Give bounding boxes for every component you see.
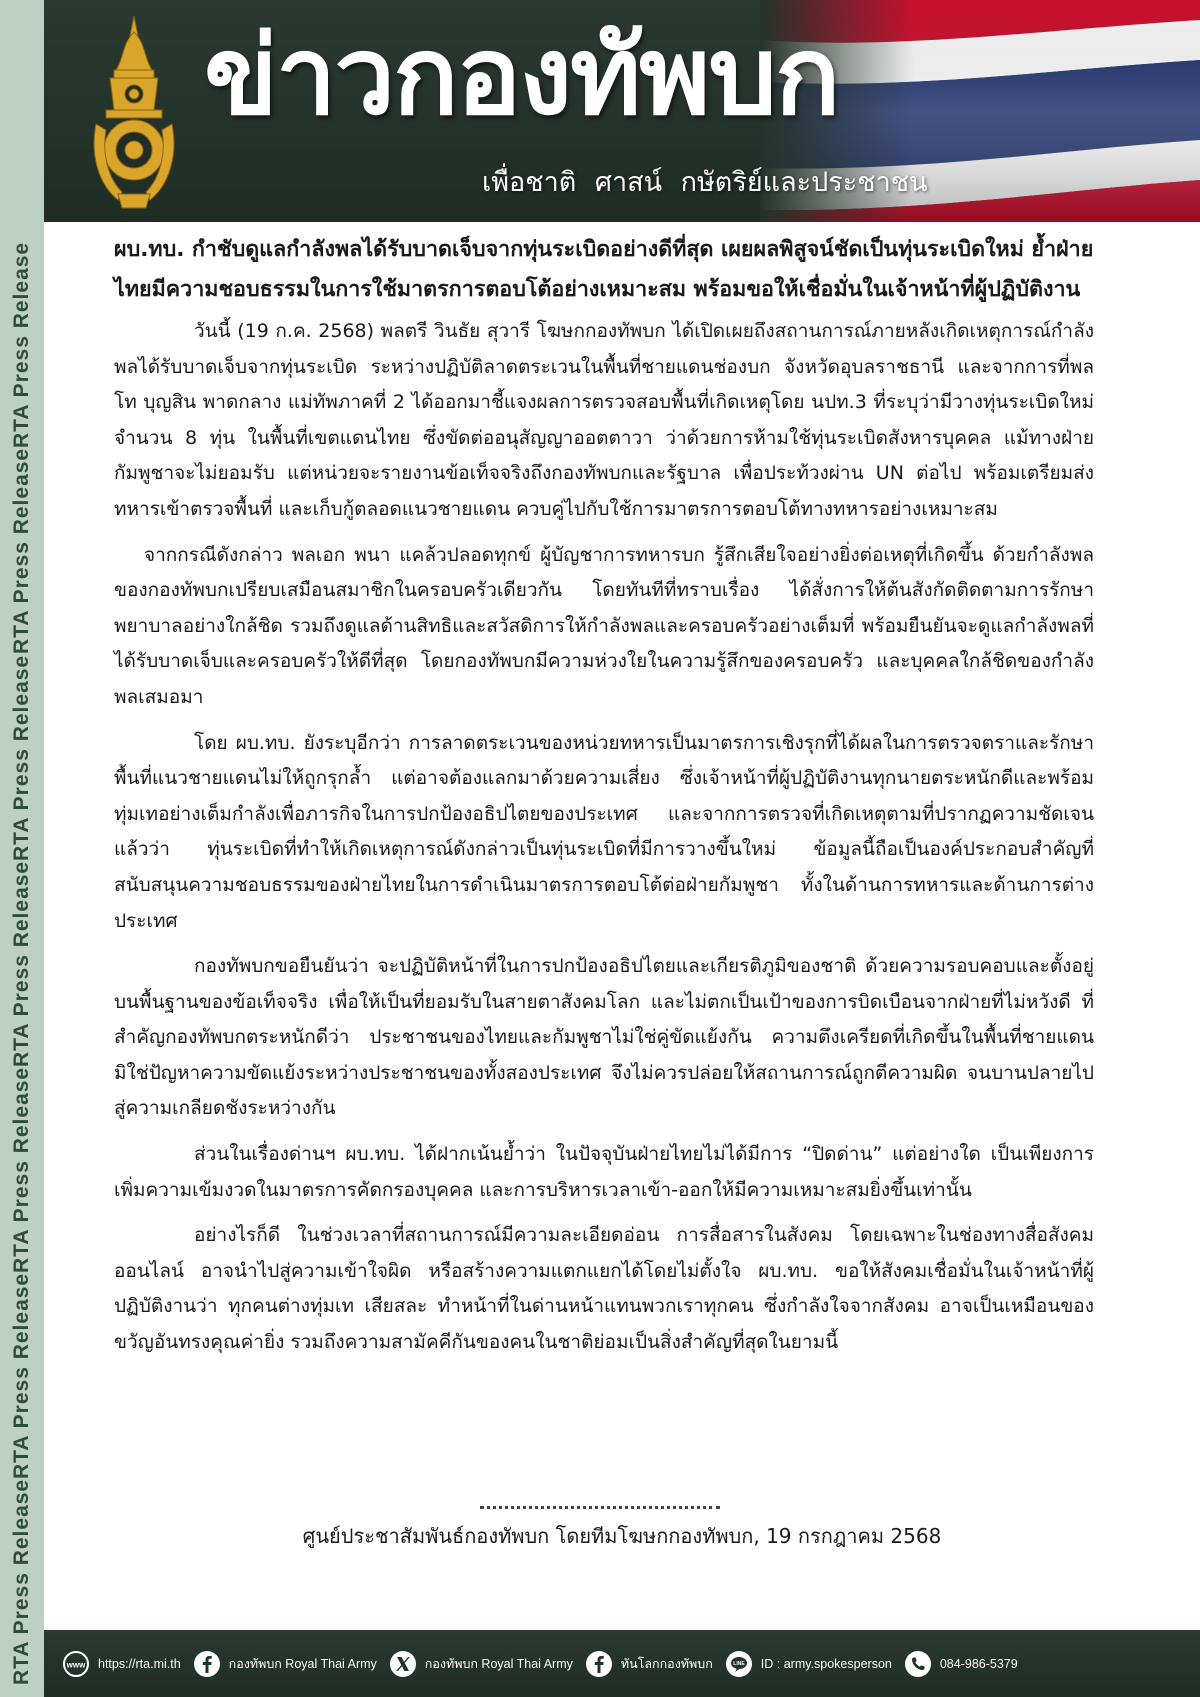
side-banner-label: RTA Press Release — [10, 1272, 33, 1479]
side-banner-label: RTA Press Release — [10, 860, 33, 1067]
side-banner-label: RTA Press Release — [10, 1066, 33, 1273]
page-title: ข่าวกองทัพบก — [204, 14, 839, 139]
article-paragraph: กองทัพบกขอยืนยันว่า จะปฏิบัติหน้าที่ในการปกป้องอธิปไตยและเกียรติภูมิของชาติ ด้วยความรอบคอบและตั้งอยู่บนพื้นฐานของข้อเท็จจริง เพื่อให้เป็นที่ยอมรับในสายตาสังคมโลก และไม่ตกเป็นเป้าของการบิดเบือนจากฝ่ายที่ไม่หวังดี ที่สำคัญกองทัพบกตระหนักดีว่า ประชาชนของไทยและกัมพูชาไม่ใช่คู่ขัดแย้งกัน ความตึงเครียดที่เกิดขึ้นในพื้นที่ชายแดน มิใช่ปัญหาความขัดแย้งระหว่างประชาชนของทั้งสองประเทศ จึงไม่ควรปล่อยให้สถานการณ์ถูกตีความผิด จนบานปลายไปสู่ความเกลียดชังระหว่างกัน — [114, 955, 1094, 1120]
article-paragraph: ส่วนในเรื่องด่านฯ ผบ.ทบ. ได้ฝากเน้นย้ำว่า ในปัจจุบันฝ่ายไทยไม่ได้มีการ “ปิดด่าน” แต่อย่างใด เป็นเพียงการเพิ่มความเข้มงวดในมาตรการคัดกรองบุคคล และการบริหารเวลาเข้า-ออกให้มีความเหมาะสมยิ่งขึ้นเท่านั้น — [114, 1143, 1094, 1201]
side-banner-label: RTA Press Release — [10, 654, 33, 861]
side-banner-label: RTA Press Release — [10, 242, 33, 449]
globe-www-icon — [62, 1650, 90, 1678]
footer-facebook-2-label: ทันโลกกองทัพบก — [620, 1656, 713, 1671]
side-banner-label: RTA Press Release — [10, 1478, 33, 1685]
svg-text:www: www — [66, 1660, 86, 1669]
article-paragraph: จากกรณีดังกล่าว พลเอก พนา แคล้วปลอดทุกข์ ผู้บัญชาการทหารบก รู้สึกเสียใจอย่างยิ่งต่อเหตุที่เกิดขึ้น ด้วยกำลังพลของกองทัพบกเปรียบเสมือนสมาชิกในครอบครัวเดียวกัน โดยทันทีที่ทราบเรื่อง ได้สั่งการให้ต้นสังกัดติดตามการรักษาพยาบาลอย่างใกล้ชิด รวมถึงดูแลด้านสิทธิและสวัสดิการให้กำลังพลและครอบครัวอย่างเต็มที่ พร้อมยืนยันจะดูแลกำลังพลที่ได้รับบาดเจ็บและครอบครัวให้ดีที่สุด โดยกองทัพบกมีความห่วงใยในความรู้สึกของครอบครัว และบุคคลใกล้ชิดของกำลังพลเสมอมา — [114, 543, 1094, 708]
signature-divider — [480, 1506, 720, 1509]
footer-x-label: กองทัพบก Royal Thai Army — [424, 1656, 573, 1671]
side-banner-text — [0, 0, 44, 1697]
article-paragraph: วันนี้ (19 ก.ค. 2568) พลตรี วินธัย สุวารี โฆษกกองทัพบก ได้เปิดเผยถึงสถานการณ์ภายหลังเกิดเหตุการณ์กำลังพลได้รับบาดเจ็บจากทุ่นระเบิด ระหว่างปฏิบัติลาดตระเวนในพื้นที่ชายแดนช่องบก จังหวัดอุบลราชธานี และจากการที่พลโท บุญสิน พาดกลาง แม่ทัพภาคที่ 2 ได้ออกมาชี้แจงผลการตรวจสอบพื้นที่เกิดเหตุโดย นปท.3 ที่ระบุว่ามีวางทุ่นระเบิดใหม่ จำนวน 8 ทุ่น ในพื้นที่เขตแดนไทย ซึ่งขัดต่ออนุสัญญาออตตาวา ว่าด้วยการห้ามใช้ทุ่นระเบิดสังหารบุคคล แม้ทางฝ่ายกัมพูชาจะไม่ยอมรับ แต่หน่วยจะรายงานข้อเท็จจริงถึงกองทัพบกและรัฐบาล เพื่อประท้วงผ่าน UN ต่อไป พร้อมเตรียมส่งทหารเข้าตรวจพื้นที่ และเก็บกู้ตลอดแนวชายแดน ควบคู่ไปกับใช้การมาตรการตอบโต้ทางทหารอย่างเหมาะสม — [114, 320, 1094, 520]
footer-bar — [44, 1630, 1200, 1697]
article-paragraph: อย่างไรก็ดี ในช่วงเวลาที่สถานการณ์มีความละเอียดอ่อน การสื่อสารในสังคม โดยเฉพาะในช่องทางสื่อสังคมออนไลน์ อาจนำไปสู่ความเข้าใจผิด หรือสร้างความแตกแยกได้โดยไม่ตั้งใจ ผบ.ทบ. ขอให้สังคมเชื่อมั่นในเจ้าหน้าที่ผู้ปฏิบัติงานว่า ทุกคนต่างทุ่มเท เสียสละ ทำหน้าที่ในด่านหน้าแทนพวกเราทุกคน ซึ่งกำลังใจจากสังคม อาจเป็นเหมือนของขวัญอันทรงคุณค่ายิ่ง รวมถึงความสามัคคีกันของคนในชาติย่อมเป็นสิ่งสำคัญที่สุดในยามนี้ — [114, 1224, 1094, 1354]
footer-phone-label: 084-986-5379 — [939, 1656, 1018, 1671]
footer-x[interactable] — [389, 1650, 573, 1678]
side-banner — [0, 0, 44, 1697]
x-twitter-icon — [389, 1650, 417, 1678]
article-paragraph: โดย ผบ.ทบ. ยังระบุอีกว่า การลาดตระเวนของหน่วยทหารเป็นมาตรการเชิงรุกที่ได้ผลในการตรวจตราและรักษาพื้นที่แนวชายแดนไม่ให้ถูกรุกล้ำ แต่อาจต้องแลกมาด้วยความเสี่ยง ซึ่งเจ้าหน้าที่ผู้ปฏิบัติงานทุกนายตระหนักดีและพร้อมทุ่มเทอย่างเต็มกำลังเพื่อภารกิจในการปกป้องอธิปไตยของประเทศ และจากการตรวจที่เกิดเหตุตามที่ปรากฏความชัดเจนแล้วว่า ทุ่นระเบิดที่ทำให้เกิดเหตุการณ์ดังกล่าวเป็นทุ่นระเบิดที่มีการวางขึ้นใหม่ ข้อมูลนี้ถือเป็นองค์ประกอบสำคัญที่สนับสนุนความชอบธรรมของฝ่ายไทยในการดำเนินมาตรการตอบโต้ต่อฝ่ายกัมพูชา ทั้งในด้านการทหารและด้านการต่างประเทศ — [114, 731, 1094, 932]
footer-facebook[interactable] — [193, 1650, 377, 1678]
footer-website[interactable] — [62, 1650, 181, 1678]
footer-facebook-2[interactable] — [585, 1650, 713, 1678]
footer-facebook-label: กองทัพบก Royal Thai Army — [228, 1656, 377, 1671]
header-motto: เพื่อชาติ ศาสน์ กษัตริย์และประชาชน — [482, 167, 928, 198]
footer-website-label: https://rta.mi.th — [98, 1656, 181, 1671]
phone-icon — [904, 1650, 932, 1678]
svg-text:LINE: LINE — [733, 1660, 745, 1667]
footer-line-label: ID : army.spokesperson — [760, 1656, 892, 1671]
facebook-icon — [585, 1650, 613, 1678]
footer-phone[interactable] — [904, 1650, 1018, 1678]
footer-line[interactable] — [725, 1650, 892, 1678]
royal-thai-army-emblem-icon — [88, 14, 180, 210]
line-app-icon — [725, 1650, 753, 1678]
article-signature: ศูนย์ประชาสัมพันธ์กองทัพบก โดยทีมโฆษกกองทัพบก, 19 กรกฎาคม 2568 — [302, 1524, 942, 1548]
article-headline: ผบ.ทบ. กำชับดูแลกำลังพลได้รับบาดเจ็บจากทุ่นระเบิดอย่างดีที่สุด เผยผลพิสูจน์ชัดเป็นทุ่นระเบิดใหม่ ย้ำฝ่ายไทยมีความชอบธรรมในการใช้มาตรการตอบโต้อย่างเหมาะสม พร้อมขอให้เชื่อมั่นในเจ้าหน้าที่ผู้ปฏิบัติงาน — [114, 237, 1094, 302]
header-banner — [44, 0, 1200, 222]
side-banner-label: RTA Press Release — [10, 448, 33, 655]
facebook-icon — [193, 1650, 221, 1678]
article-body — [114, 230, 1094, 1371]
